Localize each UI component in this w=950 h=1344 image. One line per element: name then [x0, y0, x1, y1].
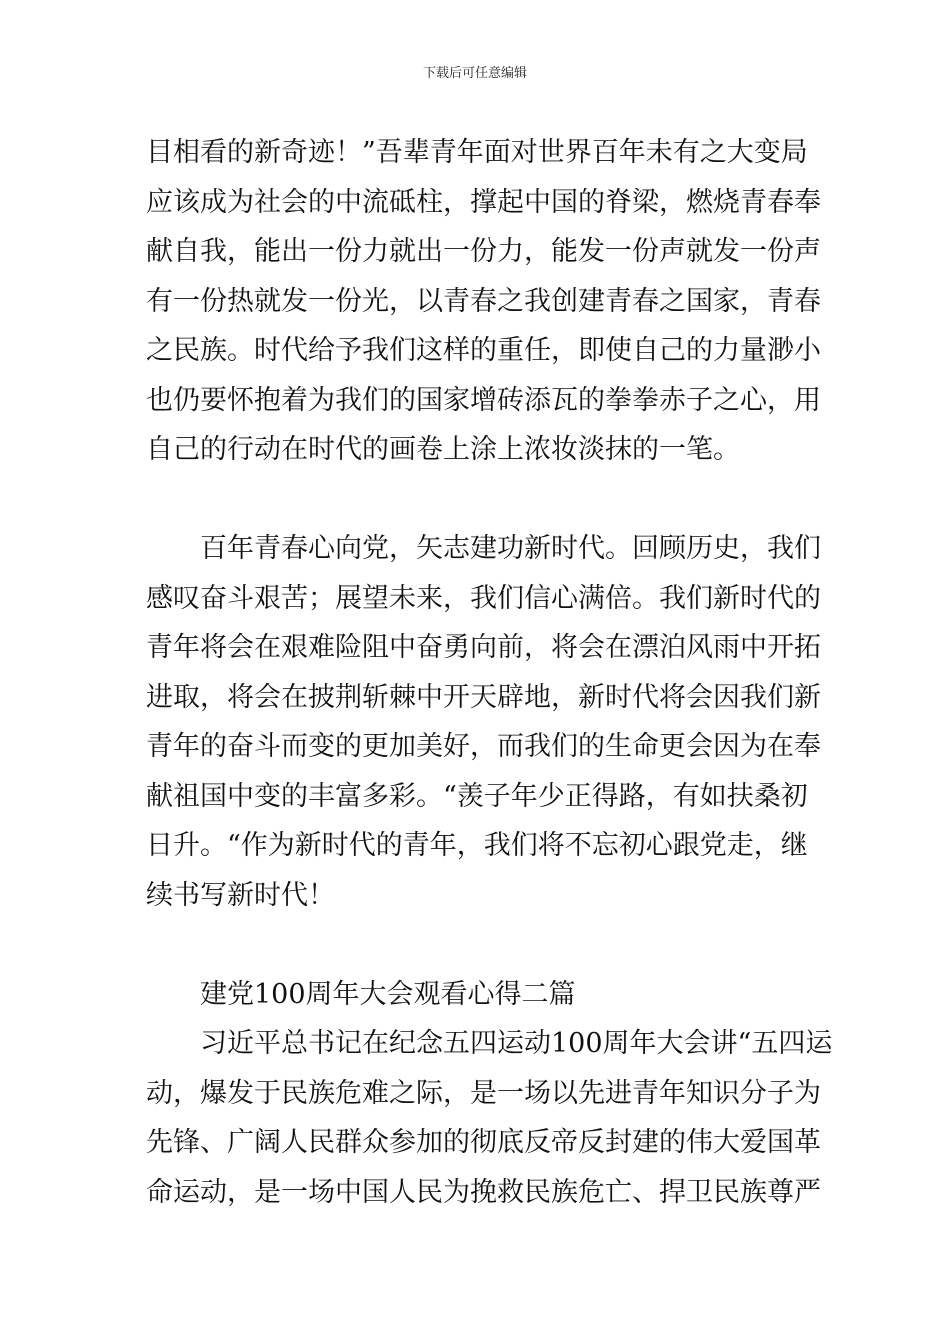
text-line: 先锋、广阔人民群众参加的彻底反帝反封建的伟大爱国革	[146, 1127, 821, 1158]
paragraph-gap	[146, 475, 806, 525]
text-line: 有一份热就发一份光，以青春之我创建青春之国家，青春	[146, 285, 821, 317]
section	[146, 970, 833, 1218]
text-line: 进取，将会在披荆斩棘中开天辟地，新时代将会因我们新	[146, 681, 821, 713]
text-line: 自己的行动在时代的画卷上涂上浓妆淡抹的一笔。	[146, 434, 740, 465]
section-title: 建党100周年大会观看心得二篇	[200, 978, 576, 1010]
text-line: 续书写新时代！	[146, 879, 335, 911]
text-line: 之民族。时代给予我们这样的重任，即使自己的力量渺小	[146, 335, 821, 366]
text-line: 动，爆发于民族危难之际，是一场以先进青年知识分子为	[146, 1077, 821, 1109]
text-line: 献自我，能出一份力就出一份力，能发一份声就发一份声	[146, 236, 821, 267]
text-line: 感叹奋斗艰苦；展望未来，我们信心满倍。我们新时代的	[146, 582, 821, 614]
paragraph	[146, 128, 821, 475]
text-line: 应该成为社会的中流砥柱，撑起中国的脊梁，燃烧青春奉	[146, 186, 821, 218]
document-body	[146, 128, 833, 1217]
text-line: 献祖国中变的丰富多彩。“羡子年少正得路，有如扶桑初	[146, 780, 808, 812]
text-line: 青年将会在艰难险阻中奋勇向前，将会在漂泊风雨中开拓	[146, 632, 821, 663]
text-line: 目相看的新奇迹！”吾辈青年面对世界百年未有之大变局	[146, 137, 808, 168]
page-header: 下载后可任意编辑	[422, 66, 527, 81]
text-line: 也仍要怀抱着为我们的国家增砖添瓦的拳拳赤子之心，用	[146, 384, 821, 416]
paragraph-gap	[146, 920, 806, 970]
text-line: 命运动，是一场中国人民为挽救民族危亡、捍卫民族尊严	[146, 1176, 821, 1208]
text-line: 百年青春心向党，矢志建功新时代。回顾历史，我们	[200, 533, 821, 564]
text-line: 青年的奋斗而变的更加美好，而我们的生命更会因为在奉	[146, 731, 821, 762]
text-line: 习近平总书记在纪念五四运动100周年大会讲“五四运	[200, 1028, 833, 1059]
paragraph	[146, 524, 821, 920]
text-line: 日升。“作为新时代的青年，我们将不忘初心跟党走，继	[146, 830, 808, 861]
